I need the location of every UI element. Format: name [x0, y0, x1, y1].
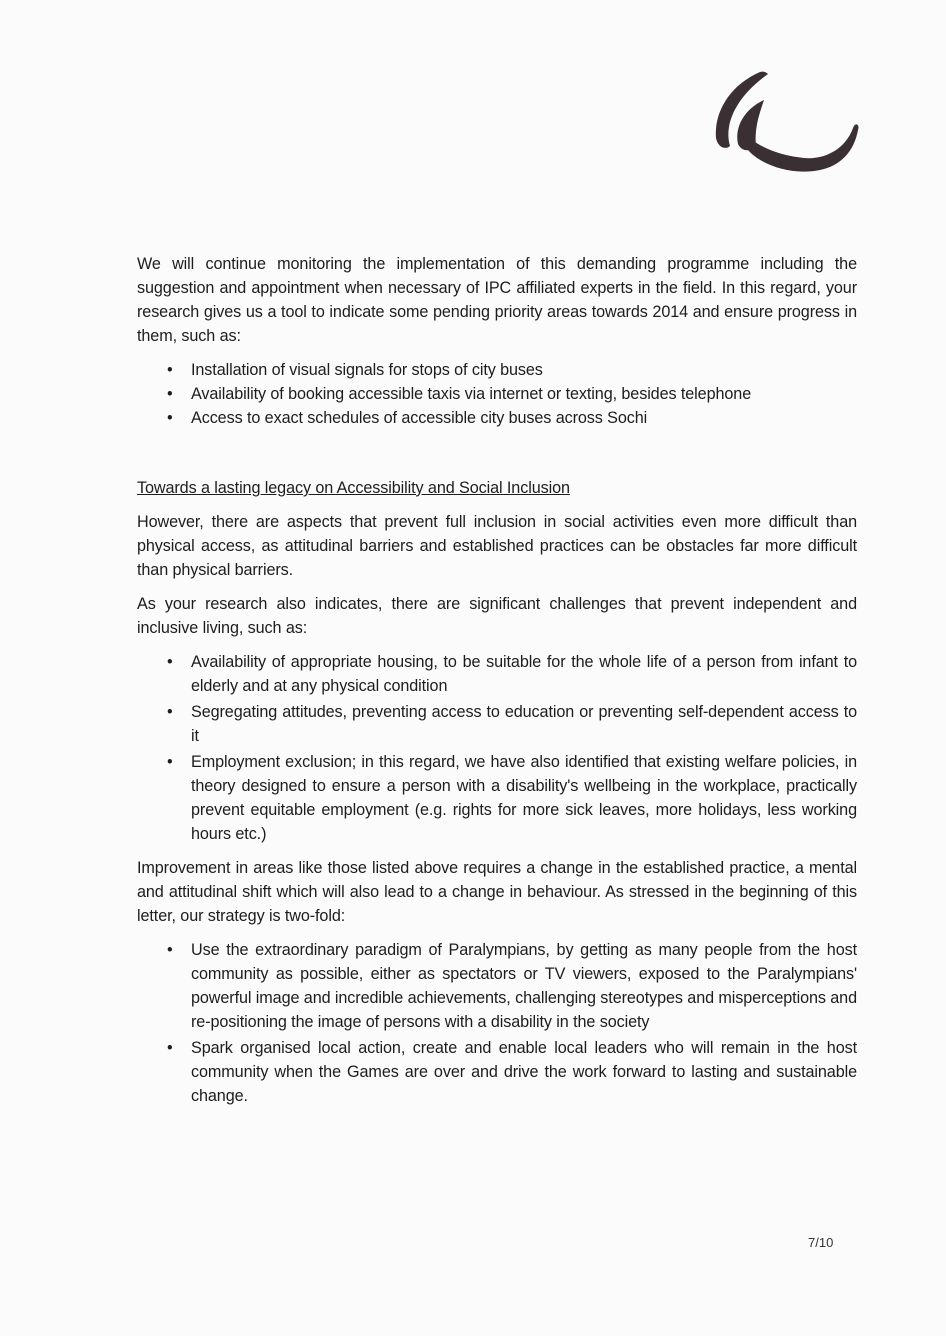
strategy-list [137, 938, 857, 1108]
paragraph-challenges-intro: As your research also indicates, there are significant challenges that prevent independent and inclusive living, such as: [137, 595, 857, 637]
ipc-agitos-logo-icon [690, 60, 870, 190]
list-item: • Use the extraordinary paradigm of Paralympians, by getting as many people from the host community as possible, either as spectators or TV viewers, exposed to the Paralympians' powerful image and incredible achievements, challenging stereotypes and misperceptions and re-positioning the image of persons with a disability in the society [191, 938, 857, 1034]
list-item: • Availability of booking accessible taxis via internet or texting, besides telephone [191, 382, 857, 406]
section-spacer [137, 440, 857, 476]
paragraph-aspects: However, there are aspects that prevent full inclusion in social activities even more difficult than physical access, as attitudinal barriers and established practices can be obstacles far more difficult than physical barriers. [137, 513, 857, 579]
letter-body [137, 252, 857, 1118]
list-item: • Availability of appropriate housing, to be suitable for the whole life of a person from infant to elderly and at any physical condition [191, 650, 857, 698]
priority-areas-list [137, 358, 857, 430]
list-item: • Spark organised local action, create and enable local leaders who will remain in the host community when the Games are over and drive the work forward to lasting and sustainable change. [191, 1036, 857, 1108]
list-item: • Segregating attitudes, preventing access to education or preventing self-dependent access to it [191, 700, 857, 748]
paragraph-improvement: Improvement in areas like those listed above requires a change in the established practice, a mental and attitudinal shift which will also lead to a change in behaviour. As stressed in the beginning of this letter, our strategy is two-fold: [137, 859, 857, 925]
section-heading: Towards a lasting legacy on Accessibility and Social Inclusion [137, 479, 570, 497]
list-item: • Access to exact schedules of accessible city buses across Sochi [191, 406, 857, 430]
challenges-list [137, 650, 857, 846]
list-item: • Employment exclusion; in this regard, we have also identified that existing welfare policies, in theory designed to ensure a person with a disability's wellbeing in the workplace, practically prevent equitable employment (e.g. rights for more sick leaves, more holidays, less working hours etc.) [191, 750, 857, 846]
page-number: 7/10 [808, 1235, 834, 1250]
paragraph-monitoring: We will continue monitoring the implementation of this demanding programme including the suggestion and appointment when necessary of IPC affiliated experts in the field. In this regard, your research gives us a tool to indicate some pending priority areas towards 2014 and ensure progress in them, such as: [137, 255, 857, 345]
list-item: • Installation of visual signals for stops of city buses [191, 358, 857, 382]
